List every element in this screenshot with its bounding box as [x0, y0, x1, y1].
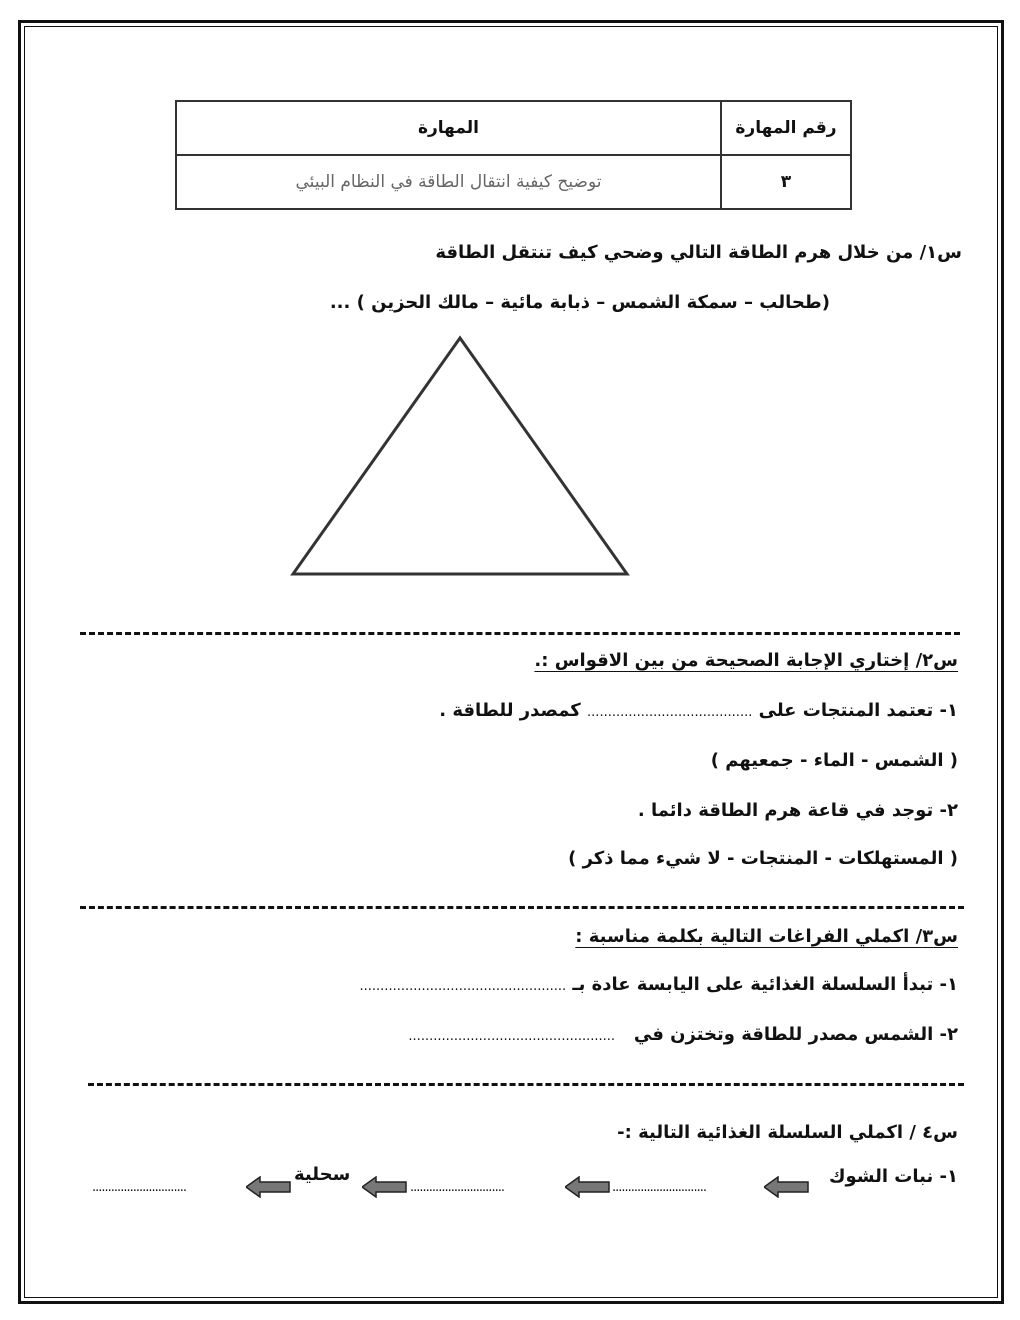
- left-arrow-icon: [565, 1176, 611, 1198]
- q1-title: س١/ من خلال هرم الطاقة التالي وضحي كيف تنتقل الطاقة: [435, 242, 962, 263]
- skill-table-header-row: [176, 101, 851, 155]
- q2-item2-choices: ( المستهلكات - المنتجات - لا شيء مما ذكر ): [568, 848, 958, 869]
- skill-header-cell: المهارة: [176, 101, 721, 155]
- skill-number-header-cell: رقم المهارة: [721, 101, 851, 155]
- left-arrow-icon: [246, 1176, 292, 1198]
- skill-table: [175, 100, 852, 210]
- q3-title: س٣/ اكملي الفراغات التالية بكلمة مناسبة :: [575, 926, 958, 947]
- q2-title: س٢/ إختاري الإجابة الصحيحة من بين الاقواس :.: [534, 650, 958, 671]
- q2-item1-choices: ( الشمس - الماء - جمعيهم ): [710, 750, 958, 771]
- q4-blank-3[interactable]: ..............................: [92, 1180, 186, 1195]
- q4-chain-start: ١- نبات الشوك: [829, 1166, 958, 1187]
- q3-item1: [360, 974, 958, 995]
- skill-number-cell: ٣: [721, 155, 851, 209]
- left-arrow-icon: [764, 1176, 810, 1198]
- skill-table-body-row: [176, 155, 851, 209]
- q1-options: (طحالب – سمكة الشمس – ذبابة مائية – مالك الحزين ) ...: [329, 292, 830, 313]
- separator-3: [88, 1083, 964, 1086]
- q3-item1-blank[interactable]: ..................................................: [359, 979, 567, 994]
- left-arrow-icon: [362, 1176, 408, 1198]
- q2-item1-blank[interactable]: ........................................: [587, 705, 753, 720]
- q4-blank-2[interactable]: ..............................: [410, 1180, 504, 1195]
- q4-chain-lizard: سحلية: [294, 1164, 351, 1185]
- q4-blank-1[interactable]: ..............................: [612, 1180, 706, 1195]
- q2-item1-text: ١- تعتمد المنتجات على: [758, 700, 958, 721]
- q3-item1-text: ١- تبدأ السلسلة الغذائية على اليابسة عادة بـ: [572, 974, 958, 995]
- energy-pyramid-triangle: [285, 330, 635, 582]
- q4-title: س٤ / اكملي السلسلة الغذائية التالية :-: [617, 1122, 958, 1143]
- skill-description-cell: توضيح كيفية انتقال الطاقة في النظام البيئي: [176, 155, 721, 209]
- q3-item2-blank[interactable]: ..................................................: [408, 1029, 616, 1044]
- q2-item1: [439, 700, 958, 721]
- q3-item2: [408, 1024, 958, 1045]
- q2-item2: ٢- توجد في قاعة هرم الطاقة دائما .: [637, 800, 958, 821]
- q2-item1-end: كمصدر للطاقة .: [439, 700, 581, 721]
- separator-1: [80, 632, 960, 635]
- separator-2: [80, 906, 964, 909]
- q3-item2-text: ٢- الشمس مصدر للطاقة وتختزن في: [633, 1024, 958, 1045]
